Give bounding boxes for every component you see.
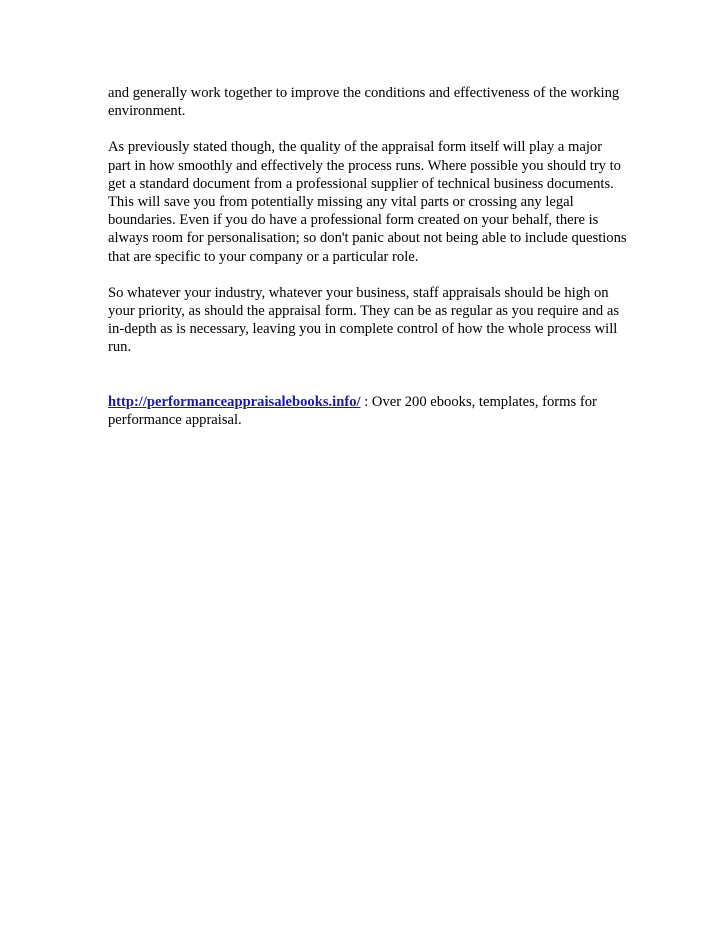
paragraph-2: As previously stated though, the quality of the appraisal form itself will play a major part in how smoothly and effectively the process runs. Where possible you should try to get a standard document from a professional supplier of technical business documents. This will save you from potentially missing any vital parts or crossing any legal boundaries. Even if you do have a professional form created on your behalf, there is always room for personalisation; so don't panic about not being able to include questions that are specific to your company or a particular role.	[108, 139, 627, 265]
footer-link-paragraph	[108, 393, 628, 429]
paragraph-1: and generally work together to improve the conditions and effectiveness of the working environment.	[108, 85, 620, 120]
paragraph-3: So whatever your industry, whatever your business, staff appraisals should be high on your priority, as should the appraisal form. They can be as regular as you require and as in-depth as is necessary, leaving you in complete control of how the whole process will run.	[108, 284, 620, 356]
document-page	[108, 84, 628, 447]
ebooks-link[interactable]: http://performanceappraisalebooks.info/	[108, 393, 361, 410]
link-description: : Over 200 ebooks, templates, forms for performance appraisal.	[108, 393, 597, 428]
